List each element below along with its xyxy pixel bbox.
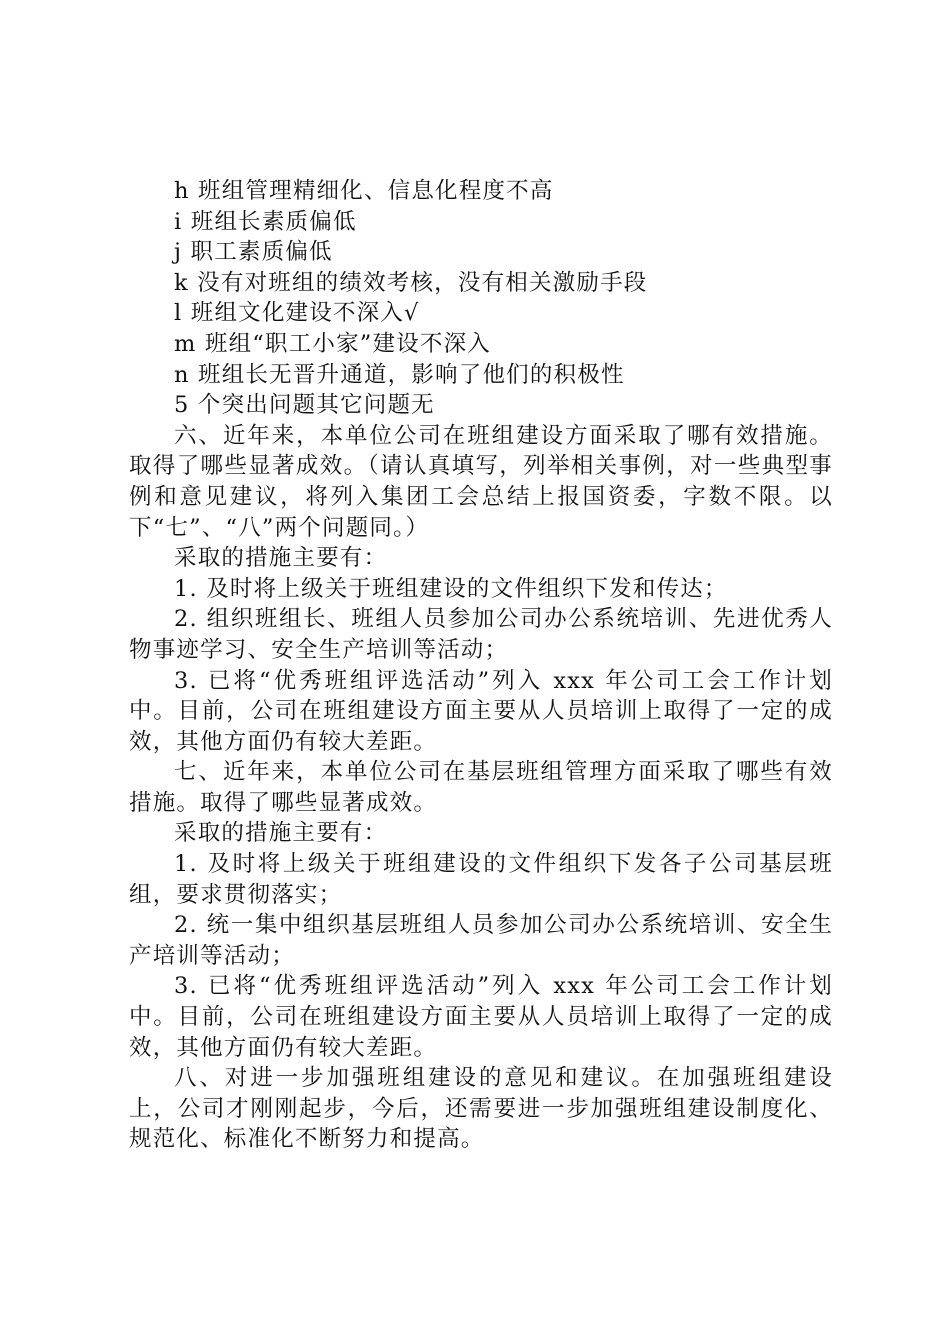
list-item-j: j 职工素质偏低 xyxy=(174,239,333,266)
section-eight-paragraph: 八、对进一步加强班组建设的意见和建议。在加强班组建设上，公司才刚刚起步，今后，还需要进一步加强班组建设制度化、规范化、标准化不断努力和提高。 xyxy=(129,1065,833,1153)
measure-item: 2. 统一集中组织基层班组人员参加公司办公系统培训、安全生产培训等活动； xyxy=(129,912,833,969)
section-six-heading: 六、近年来，本单位公司在班组建设方面采取了哪有效措施。取得了哪些显著成效。（请认真填写，列举相关事例，对一些典型事例和意见建议，将列入集团工会总结上报国资委，字数不限。以下“七”、“八”两个问题同。） xyxy=(129,422,833,541)
list-item-k: k 没有对班组的绩效考核，没有相关激励手段 xyxy=(174,269,648,296)
list-item-l: l 班组文化建设不深入√ xyxy=(174,300,420,327)
measure-item: 1. 及时将上级关于班组建设的文件组织下发各子公司基层班组，要求贯彻落实； xyxy=(129,851,833,908)
section-seven-heading: 七、近年来，本单位公司在基层班组管理方面采取了哪些有效措施。取得了哪些显著成效。 xyxy=(129,759,833,816)
paragraph-problems-summary: 5 个突出问题其它问题无 xyxy=(174,392,435,419)
measures-intro: 采取的措施主要有： xyxy=(174,820,388,847)
measure-item: 2. 组织班组长、班组人员参加公司办公系统培训、先进优秀人物事迹学习、安全生产培训等活动； xyxy=(129,606,833,663)
list-item-h: h 班组管理精细化、信息化程度不高 xyxy=(174,178,554,204)
list-item-i: i 班组长素质偏低 xyxy=(174,208,357,235)
measure-item: 3. 已将“优秀班组评选活动”列入 xxx 年公司工会工作计划中。目前，公司在班组建设方面主要从人员培训上取得了一定的成效，其他方面仍有较大差距。 xyxy=(129,667,833,755)
list-item-n: n 班组长无晋升通道，影响了他们的积极性 xyxy=(174,361,625,388)
list-item-m: m 班组“职工小家”建设不深入 xyxy=(174,330,491,357)
measure-item: 1. 及时将上级关于班组建设的文件组织下发和传达； xyxy=(174,575,728,602)
measure-item: 3. 已将“优秀班组评选活动”列入 xxx 年公司工会工作计划中。目前，公司在班组建设方面主要从人员培训上取得了一定的成效，其他方面仍有较大差距。 xyxy=(129,973,833,1061)
document-body xyxy=(129,176,833,1155)
measures-intro: 采取的措施主要有： xyxy=(174,545,388,572)
